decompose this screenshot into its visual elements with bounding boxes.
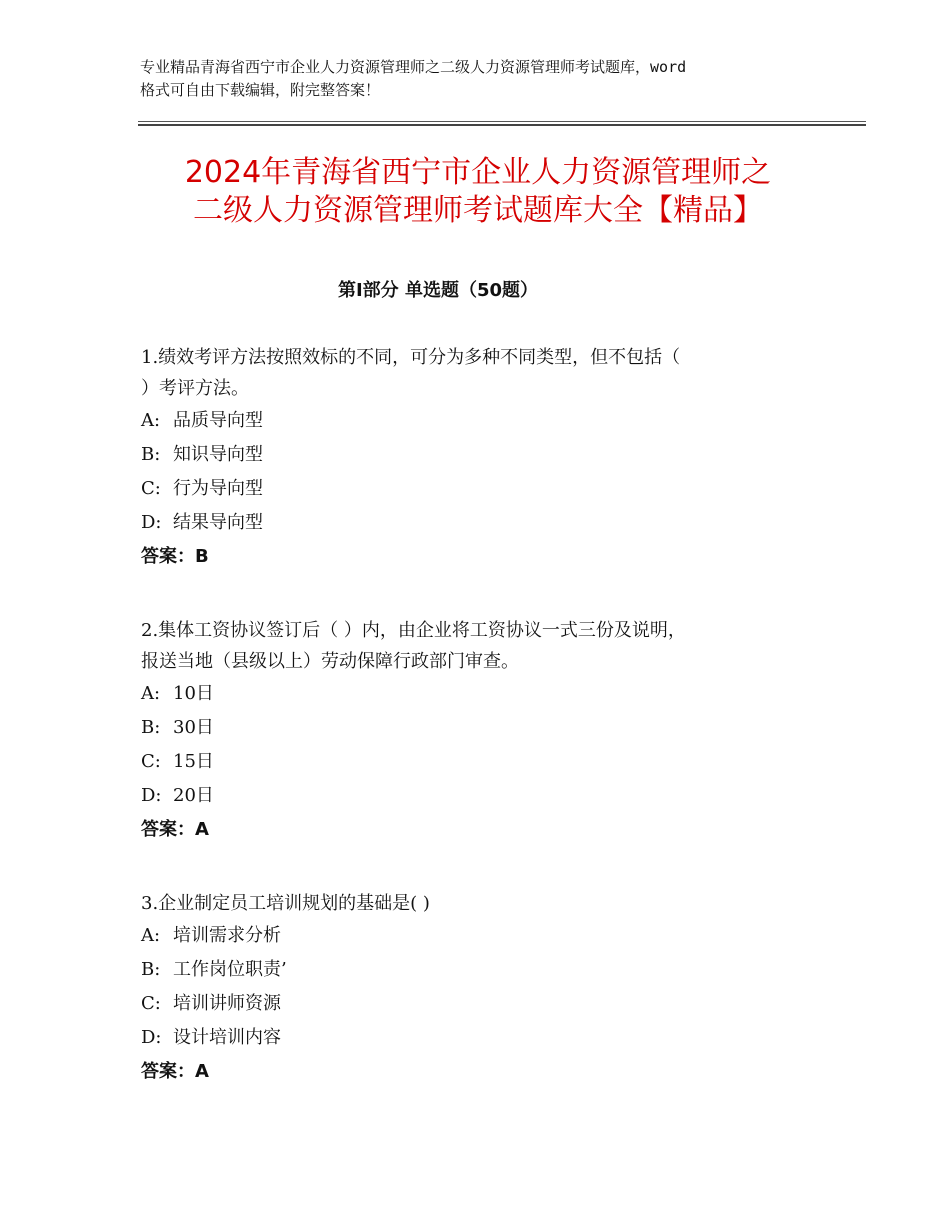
question-3 [141, 888, 841, 1089]
document-title-line-1: 2024年青海省西宁市企业人力资源管理师之 [184, 155, 772, 190]
option-text: 结果导向型 [173, 512, 263, 533]
option-d [141, 779, 841, 813]
answer-line: 答案：B [141, 546, 209, 567]
answer-line: 答案：A [141, 819, 209, 840]
question-text [141, 615, 841, 677]
option-text: 设计培训内容 [173, 1027, 281, 1048]
option-a [141, 919, 841, 953]
option-label: C: [141, 751, 161, 772]
option-text: 20日 [173, 785, 214, 806]
answer-line: 答案：A [141, 1061, 209, 1082]
option-b [141, 711, 841, 745]
option-c [141, 472, 841, 506]
question-text-line-1: 2.集体工资协议签订后（ ）内，由企业将工资协议一式三份及说明， [141, 620, 686, 641]
question-2 [141, 615, 841, 847]
option-d [141, 1021, 841, 1055]
option-label: A: [141, 410, 161, 431]
header-note-line-2: 格式可自由下载编辑，附完整答案！ [140, 81, 381, 99]
option-text: 知识导向型 [173, 444, 263, 465]
document-title [138, 154, 818, 230]
option-a [141, 404, 841, 438]
option-label: B: [141, 717, 161, 738]
option-b [141, 953, 841, 987]
option-label: A: [141, 683, 161, 704]
question-text [141, 888, 841, 919]
section-title: 第Ⅰ部分 单选题（50题） [337, 280, 538, 301]
option-text: 行为导向型 [173, 478, 263, 499]
option-d [141, 506, 841, 540]
option-label: D: [141, 1027, 162, 1048]
option-a [141, 677, 841, 711]
option-label: B: [141, 959, 161, 980]
header-divider-thick [138, 124, 866, 126]
header-note-line-1: 专业精品青海省西宁市企业人力资源管理师之二级人力资源管理师考试题库，word [140, 58, 687, 76]
question-text-line-2: 报送当地（县级以上）劳动保障行政部门审查。 [141, 651, 519, 672]
option-text: 培训讲师资源 [173, 993, 281, 1014]
option-text: 培训需求分析 [173, 925, 281, 946]
question-text [141, 342, 841, 404]
option-label: C: [141, 993, 161, 1014]
question-1 [141, 342, 841, 574]
option-label: B: [141, 444, 161, 465]
question-text-line-1: 1.绩效考评方法按照效标的不同，可分为多种不同类型，但不包括（ [141, 347, 681, 368]
option-c [141, 745, 841, 779]
option-b [141, 438, 841, 472]
question-text-line-2: ）考评方法。 [141, 378, 249, 399]
option-c [141, 987, 841, 1021]
option-label: D: [141, 785, 162, 806]
option-text: 15日 [173, 751, 214, 772]
option-label: C: [141, 478, 161, 499]
document-title-line-2: 二级人力资源管理师考试题库大全【精品】 [193, 193, 763, 228]
option-label: A: [141, 925, 161, 946]
option-text: 工作岗位职责’ [173, 959, 287, 980]
header-divider-thin [138, 121, 866, 122]
option-text: 品质导向型 [173, 410, 263, 431]
question-text-line-1: 3.企业制定员工培训规划的基础是( ) [141, 893, 430, 914]
option-text: 30日 [173, 717, 214, 738]
option-text: 10日 [173, 683, 214, 704]
header-note [140, 56, 830, 102]
option-label: D: [141, 512, 162, 533]
